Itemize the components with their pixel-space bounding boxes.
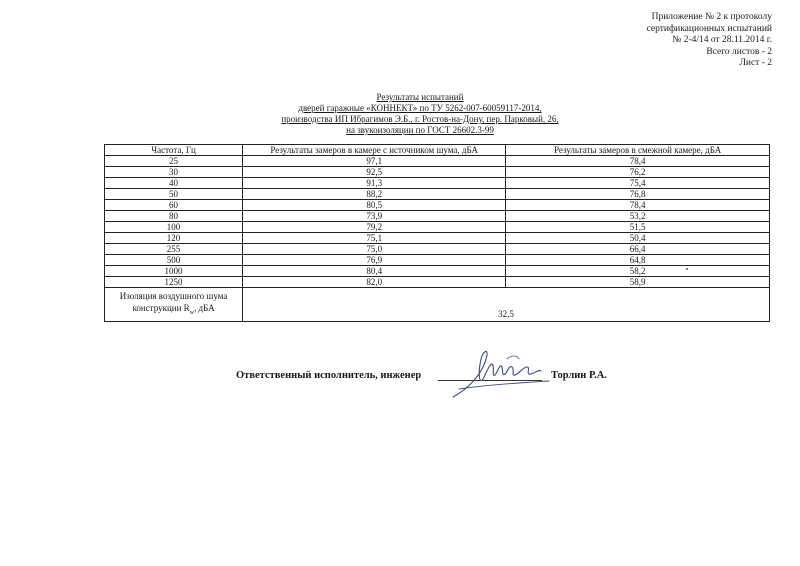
isolation-label-unit: , дБА (194, 303, 215, 313)
isolation-label-line1: Изоляция воздушного шума (119, 291, 228, 301)
cell-source-room: 97,1 (243, 156, 506, 167)
cell-source-room: 80,5 (243, 200, 506, 211)
header-line: Приложение № 2 к протоколу (651, 12, 772, 22)
cell-adjacent-room: 78,4 (506, 156, 770, 167)
cell-frequency: 80 (105, 211, 243, 222)
table-row (105, 156, 770, 167)
table-row (105, 266, 770, 277)
cell-adjacent-room: 58,2 (506, 266, 770, 277)
cell-adjacent-room: 50,4 (506, 233, 770, 244)
cell-frequency: 255 (105, 244, 243, 255)
table-row (105, 255, 770, 266)
cell-frequency: 50 (105, 189, 243, 200)
cell-frequency: 120 (105, 233, 243, 244)
cell-adjacent-room: 66,4 (506, 244, 770, 255)
column-header-adjacent-room: Результаты замеров в смежной камере, дБА (506, 145, 770, 156)
cell-frequency: 1000 (105, 266, 243, 277)
cell-frequency: 30 (105, 167, 243, 178)
cell-frequency: 1250 (105, 277, 243, 288)
isolation-row (105, 288, 770, 322)
cell-frequency: 500 (105, 255, 243, 266)
table-row (105, 189, 770, 200)
cell-source-room: 88,2 (243, 189, 506, 200)
table-row (105, 244, 770, 255)
column-header-source-room: Результаты замеров в камере с источником шума, дБА (243, 145, 506, 156)
cell-source-room: 91,3 (243, 178, 506, 189)
cell-adjacent-room: 53,2 (506, 211, 770, 222)
cell-source-room: 82,0 (243, 277, 506, 288)
header-line: Всего листов - 2 (706, 46, 772, 57)
isolation-label (105, 288, 243, 322)
header-line: № 2-4/14 от 28.11.2014 г. (672, 35, 772, 45)
cell-frequency: 100 (105, 222, 243, 233)
title-line: производства ИП Ибрагимов Э.Б., г. Ростов-на-Дону, пер. Парковый, 26, (281, 114, 559, 124)
title-line: дверей гаражные «КОННЕКТ» по ТУ 5262-007-60059117-2014, (298, 103, 542, 113)
table-row (105, 211, 770, 222)
cell-adjacent-room: 75,4 (506, 178, 770, 189)
table-header-row (105, 145, 770, 156)
table-row (105, 178, 770, 189)
cell-adjacent-room: 76,8 (506, 189, 770, 200)
cell-frequency: 25 (105, 156, 243, 167)
document-title (240, 92, 600, 136)
header-line: сертификационных испытаний (646, 23, 772, 34)
signoff-role: Ответственный исполнитель, инженер (236, 370, 422, 381)
cell-adjacent-room: 58,9 (506, 277, 770, 288)
cell-source-room: 80,4 (243, 266, 506, 277)
handwritten-signature (445, 345, 555, 405)
signoff-name: Торлин Р.А. (551, 370, 607, 381)
cell-frequency: 60 (105, 200, 243, 211)
cell-source-room: 92,5 (243, 167, 506, 178)
scan-speck (686, 268, 688, 270)
column-header-frequency: Частота, Гц (105, 145, 243, 156)
table-row (105, 200, 770, 211)
cell-adjacent-room: 78,4 (506, 200, 770, 211)
table-row (105, 233, 770, 244)
table-row (105, 277, 770, 288)
cell-adjacent-room: 64,8 (506, 255, 770, 266)
cell-source-room: 76,9 (243, 255, 506, 266)
cell-source-room: 75,0 (243, 244, 506, 255)
isolation-value: 32,5 (243, 288, 770, 322)
cell-source-room: 75,1 (243, 233, 506, 244)
appendix-header (532, 12, 772, 70)
cell-source-room: 79,2 (243, 222, 506, 233)
header-line: Лист - 2 (739, 58, 772, 68)
title-line: на звукоизоляции по ГОСТ 26602.3-99 (346, 125, 494, 135)
cell-frequency: 40 (105, 178, 243, 189)
cell-adjacent-room: 51,5 (506, 222, 770, 233)
table-row (105, 222, 770, 233)
table-body (105, 156, 770, 288)
title-line: Результаты испытаний (376, 92, 464, 102)
cell-source-room: 73,9 (243, 211, 506, 222)
cell-adjacent-room: 76,2 (506, 167, 770, 178)
isolation-label-line2: конструкции R (132, 303, 190, 313)
isolation-label-subscript: w (189, 309, 195, 316)
table-row (105, 167, 770, 178)
results-table (104, 144, 770, 322)
